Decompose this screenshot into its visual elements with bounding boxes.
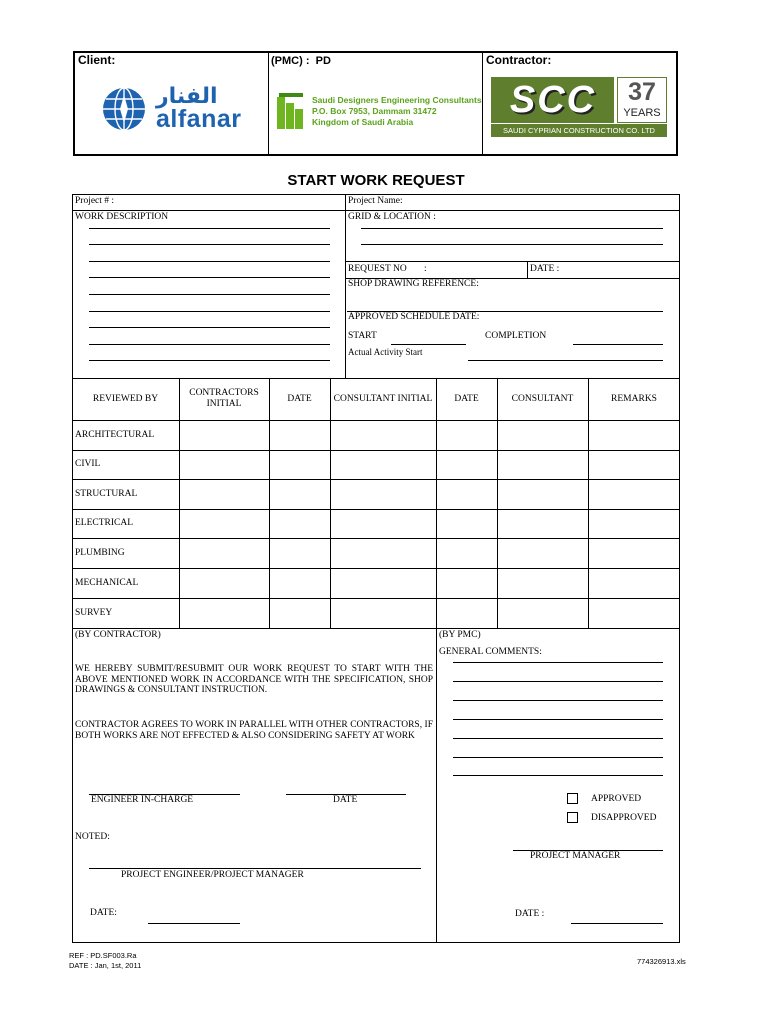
footer-file: 774326913.xls [637,957,686,966]
contractor-label: Contractor: [486,53,552,67]
footer-date: DATE : Jan, 1st, 2011 [69,961,142,970]
pmc-label: (PMC) : PD [271,55,331,67]
comment-line[interactable] [453,775,663,776]
scc-logo [491,77,669,139]
work-description-line[interactable] [89,261,330,262]
project-name-label: Project Name: [348,196,403,206]
completion-line[interactable] [573,344,663,345]
pmc-date-line[interactable] [571,923,663,924]
form-title: START WORK REQUEST [287,172,465,189]
scc-company: SAUDI CYPRIAN CONSTRUCTION CO. LTD [491,124,667,137]
globe-icon [100,85,148,133]
comment-line[interactable] [453,662,663,663]
col-header-consultant: CONSULTANT [511,394,574,404]
table-row-label: STRUCTURAL [75,489,138,499]
actual-start-line[interactable] [468,360,663,361]
comment-line[interactable] [453,719,663,720]
scc-years-number: 37 [628,78,656,106]
building-icon [277,93,309,129]
pmc-date-label: DATE : [515,909,545,919]
contractor-date-line[interactable] [148,923,240,924]
shop-drawing-label: SHOP DRAWING REFERENCE: [348,279,479,289]
pmc-project-manager-label: PROJECT MANAGER [530,851,621,861]
work-description-line[interactable] [89,277,330,278]
work-description-line[interactable] [89,327,330,328]
table-row-label: ELECTRICAL [75,518,134,528]
scc-years-word: YEARS [623,107,661,119]
work-description-line[interactable] [89,360,330,361]
table-row-label: MECHANICAL [75,578,139,588]
contractor-para-1: WE HEREBY SUBMIT/RESUBMIT OUR WORK REQUEST TO START WITH THE ABOVE MENTIONED WORK IN ACCORDANCE WITH THE SPECIFICATION, SHOP DRAWINGS & CONSULTANT INSTRUCTION. [75,664,433,695]
approved-label: APPROVED [591,794,642,804]
header-divider [268,52,269,155]
work-description-line[interactable] [89,244,330,245]
sdec-logo [277,93,482,133]
table-row-label: PLUMBING [75,548,125,558]
project-engineer-label: PROJECT ENGINEER/PROJECT MANAGER [121,870,304,880]
table-row-label: CIVIL [75,459,101,469]
alfanar-arabic: الفنار [156,83,218,108]
comment-line[interactable] [453,700,663,701]
project-manager-signature-line[interactable] [89,868,421,869]
engineer-date-label: DATE [333,795,358,805]
general-comments-label: GENERAL COMMENTS: [439,647,542,657]
footer-ref: REF : PD.SF003.Ra [69,951,137,960]
completion-label: COMPLETION [485,331,547,341]
scc-letters: SCC [509,79,597,121]
grid-location-line[interactable] [361,228,663,229]
col-header-date: DATE [454,394,479,404]
by-pmc-heading: (BY PMC) [439,630,481,640]
actual-start-label: Actual Activity Start [348,347,423,357]
col-header-remarks: REMARKS [611,394,657,404]
contractor-para-2: CONTRACTOR AGREES TO WORK IN PARALLEL WITH OTHER CONTRACTORS, IF BOTH WORKS ARE NOT EFFECTED & ALSO CONSIDERING SAFETY AT WORK [75,720,433,741]
col-header-consultant-initial: CONSULTANT INITIAL [333,394,433,404]
sdec-line2: P.O. Box 7953, Dammam 31472 [312,106,437,116]
comment-line[interactable] [453,738,663,739]
contractor-date-label: DATE: [90,908,117,918]
sdec-line1: Saudi Designers Engineering Consultants [312,95,482,105]
work-description-line[interactable] [89,294,330,295]
engineer-in-charge-label: ENGINEER IN-CHARGE [91,795,194,805]
col-header-reviewed-by: REVIEWED BY [92,394,159,404]
noted-label: NOTED: [75,832,110,842]
header-divider [482,52,483,155]
work-description-line[interactable] [89,311,330,312]
client-label: Client: [78,53,116,67]
comment-line[interactable] [453,757,663,758]
col-header-date: DATE [287,394,312,404]
by-contractor-heading: (BY CONTRACTOR) [75,630,161,640]
start-label: START [348,331,377,341]
request-no-colon: : [424,264,427,274]
request-no-label: REQUEST NO [348,264,407,274]
approved-schedule-label: APPROVED SCHEDULE DATE: [348,312,480,322]
alfanar-logo [100,85,260,135]
disapproved-label: DISAPPROVED [591,813,657,823]
grid-location-label: GRID & LOCATION : [348,212,436,222]
work-description-line[interactable] [89,344,330,345]
approved-checkbox[interactable] [567,793,578,804]
start-line[interactable] [391,344,466,345]
sdec-line3: Kingdom of Saudi Arabia [312,117,414,127]
work-description-line[interactable] [89,228,330,229]
work-description-label: WORK DESCRIPTION [75,212,169,222]
table-row-label: ARCHITECTURAL [75,430,155,440]
disapproved-checkbox[interactable] [567,812,578,823]
project-no-label: Project # : [75,196,115,206]
col-header-contractors-initial: CONTRACTORS INITIAL [189,388,259,409]
table-row-label: SURVEY [75,608,113,618]
comment-line[interactable] [453,681,663,682]
request-date-label: DATE : [530,264,560,274]
alfanar-latin: alfanar [156,105,242,133]
grid-location-line[interactable] [361,244,663,245]
